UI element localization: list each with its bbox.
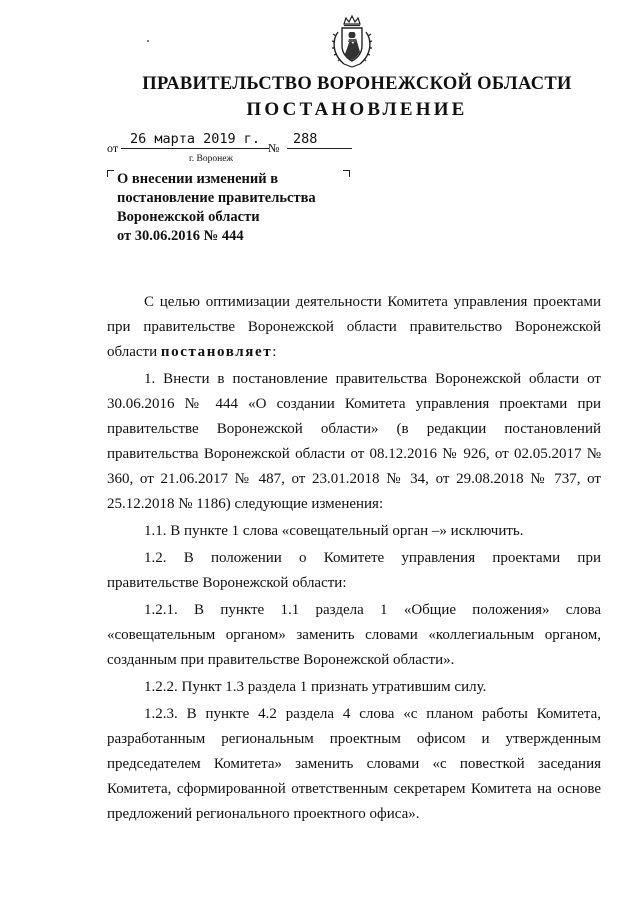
subject-line: О внесении изменений в [117,171,279,187]
paragraph-1: 1. Внести в постановление правительства Воронежской области от 30.06.2016 № 444 «О создании Комитета управления проектами при правительстве Воронежской области» (в редакции постановлений правительства Воронежской области от 08.12.2016 № 926, от 02.05.2017 № 360, от 21.06.2017 № 487, от 23.01.2018 № 34, от 29.08.2018 № 737, от 25.12.2018 № 1186) следующие изменения: [107,371,601,512]
preamble-paragraph [107,290,601,365]
subject-bracket-left [107,170,114,177]
number-sign: № [268,141,280,155]
paragraph-1-2: 1.2. В положении о Комитете управления проектами при правительстве Воронежской области: [107,550,601,591]
paragraph-1-2-1: 1.2.1. В пункте 1.1 раздела 1 «Общие положения» слова «совещательным органом» заменить словами «коллегиальным органом, созданным при правительстве Воронежской области». [107,602,601,668]
subject-line: Воронежской области [117,209,260,225]
city-label: г. Воронеж [188,154,234,164]
document-date: 26 марта 2019 г. [121,131,269,149]
document-subject [117,170,347,246]
voronezh-coat-of-arms-icon [329,14,375,68]
date-number-row [107,131,367,155]
document-body [107,290,601,829]
subject-line: от 30.06.2016 № 444 [117,228,244,244]
paragraph-1-1: 1.1. В пункте 1 слова «совещательный орган –» исключить. [144,523,524,539]
preamble-text: С целью оптимизации деятельности Комитета управления проектами при правительстве Воронежской области правительство Воронежской области [107,294,601,360]
paragraph-1-2-3: 1.2.3. В пункте 4.2 раздела 4 слова «с планом работы Комитета, разработанным региональным проектным офисом и утвержденным председателем Комитета» заменить словами «с повесткой заседания Комитета, сформированной ответственным секретарем Комитета на основе предложений регионального проектного офиса». [107,706,601,822]
document-number: 288 [287,131,352,149]
subject-line: постановление правительства [117,190,316,206]
scan-speck [147,40,149,42]
document-type-title: ПОСТАНОВЛЕНИЕ [246,99,468,120]
decree-colon: : [272,344,277,360]
date-prefix: от [107,141,119,155]
decree-word: постановляет [160,344,273,360]
paragraph-1-2-2: 1.2.2. Пункт 1.3 раздела 1 признать утратившим силу. [144,679,487,695]
organization-title: ПРАВИТЕЛЬСТВО ВОРОНЕЖСКОЙ ОБЛАСТИ [142,74,572,94]
